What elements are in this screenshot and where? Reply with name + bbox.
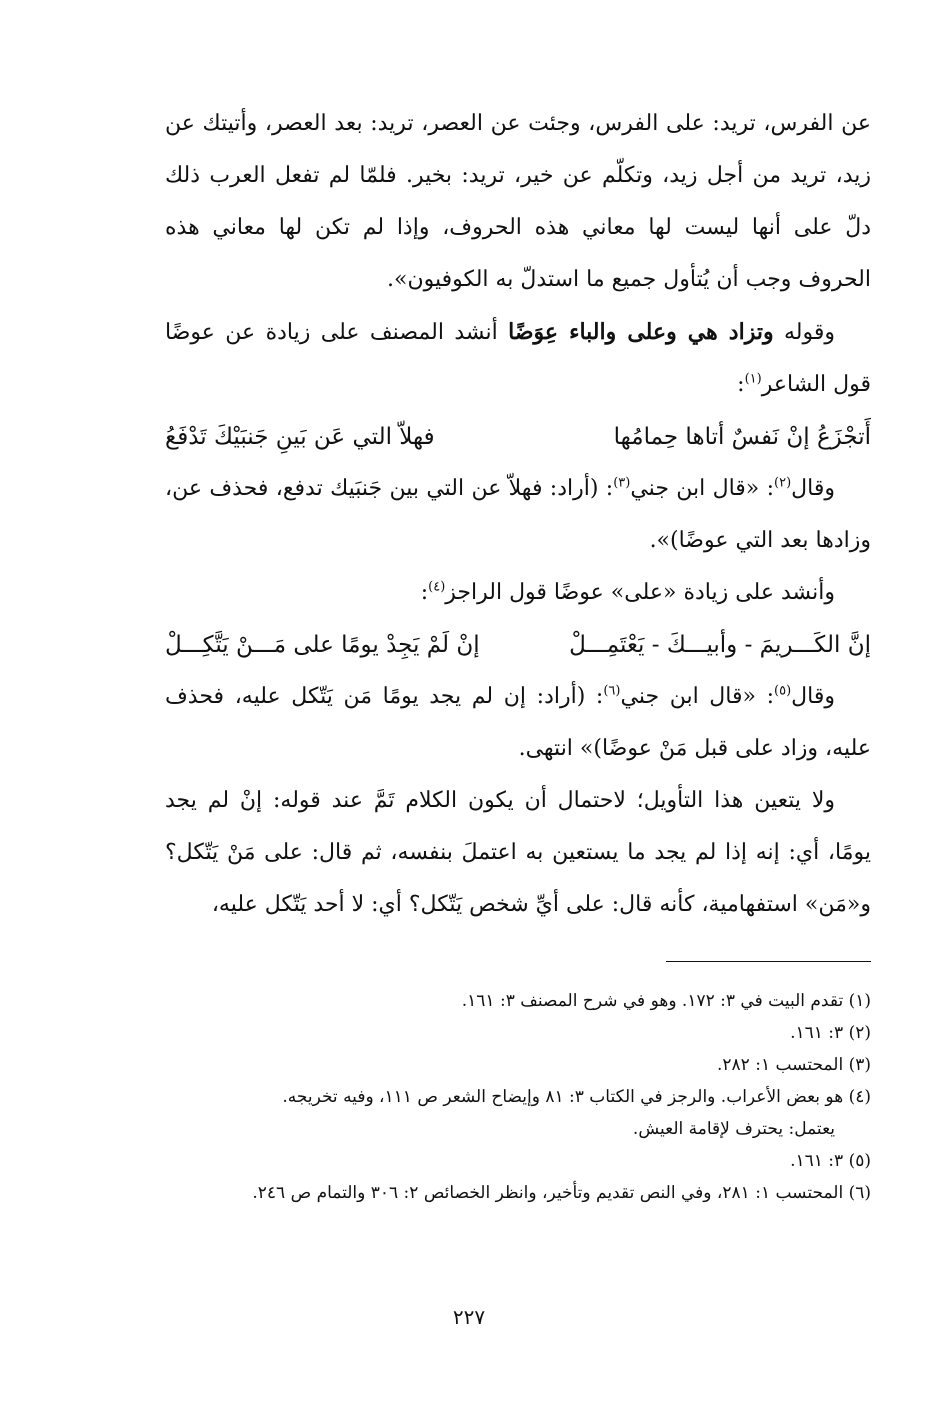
footnote-marker: (٤)	[428, 579, 446, 595]
footnote-marker: (٦)	[603, 683, 621, 699]
quoted-text-bold: وتزاد هي وعلى والباء عِوَضًا	[508, 319, 774, 345]
footnote: (٥) ٣: ١٦١.	[790, 1151, 871, 1171]
footnotes	[160, 985, 871, 1209]
text-span: وقال	[791, 684, 835, 709]
verse-second-hemistich: إنْ لَمْ يَجِدْ يومًا على مَـــنْ يَتَّكِـــلْ	[165, 632, 480, 658]
paragraph	[165, 671, 871, 775]
main-text	[165, 98, 871, 931]
paragraph: ولا يتعين هذا التأويل؛ لاحتمال أن يكون الكلام تَمَّ عند قوله: إنْ لم يجد يومًا، أي: إنه إذا لم يجد ما يستعين به اعتملَ بنفسه، ثم قال: على مَنْ يَتّكل؟ و«مَن» استفهامية، كأنه قال: على أيِّ شخص يَتّكل؟ أي: لا أحد يَتّكل عليه،	[165, 788, 871, 917]
footnote-marker: (٥)	[774, 683, 792, 699]
text-span: : (أراد: إن لم يجد يومًا مَن يَتّكل عليه، فحذف عليه، وزاد على قبل مَنْ عوضًا)» انتهى.	[165, 684, 871, 761]
footnote-separator	[666, 961, 871, 962]
paragraph	[165, 306, 871, 411]
poetry-verse	[165, 411, 871, 463]
footnote-marker: (٢)	[774, 475, 792, 491]
footnote: (٣) المحتسب ١: ٢٨٢.	[716, 1055, 871, 1075]
footnote-continuation: يعتمل: يحترف لإقامة العيش.	[632, 1119, 835, 1139]
paragraph: عن الفرس، تريد: على الفرس، وجئت عن العصر، تريد: بعد العصر، وأتيتك عن زيد، تريد من أجل زيد، وتكلّم عن خير، تريد: بخير. فلمّا لم تفعل العرب ذلك دلّ على أنها ليست لها معاني هذه الحروف، وإذا لم تكن لها معاني هذه الحروف وجب أن يُتأول جميع ما استدلّ به الكوفيون».	[165, 111, 871, 292]
footnote: (٦) المحتسب ١: ٢٨١، وفي النص تقديم وتأخير، وانظر الخصائص ٢: ٣٠٦ والتمام ص ٢٤٦.	[252, 1183, 871, 1203]
footnote: (٢) ٣: ١٦١.	[790, 1023, 871, 1043]
text-span: :	[737, 372, 745, 397]
text-span: : (أراد: فهلاّ عن التي بين جَنبَيك تدفع، فحذف عن، وزادها بعد التي عوضًا)».	[165, 476, 871, 553]
footnote-marker: (١)	[744, 371, 762, 387]
verse-first-hemistich: أَتجْزَعُ إنْ نَفسٌ أتاها حِمامُها	[613, 424, 871, 450]
footnote: (٤) هو بعض الأعراب. والرجز في الكتاب ٣: ٨١ وإيضاح الشعر ص ١١١، وفيه تخريجه.	[282, 1087, 871, 1107]
text-span: : «قال ابن جني	[630, 476, 775, 501]
paragraph	[165, 567, 871, 619]
verse-first-hemistich: إنَّ الكَـــريمَ - وأبيـــكَ - يَعْتَمِـــلْ	[569, 632, 871, 658]
footnote-marker: (٣)	[613, 475, 631, 491]
text-span: أنشد المصنف على زيادة عن عوضًا قول الشاعر	[165, 320, 871, 397]
text-span: وأنشد على زيادة «على» عوضًا قول الراجز	[445, 580, 835, 605]
text-span: :	[420, 580, 429, 605]
paragraph	[165, 463, 871, 567]
verse-second-hemistich: فهلاّ التي عَن بَينِ جَنبَيْكَ تَدْفَعُ	[165, 424, 435, 450]
text-span: : «قال ابن جني	[620, 684, 775, 709]
page-number: ٢٢٧	[452, 1305, 486, 1329]
footnote: (١) تقدم البيت في ٣: ١٧٢. وهو في شرح المصنف ٣: ١٦١.	[461, 991, 871, 1011]
text-span: وقال	[791, 476, 835, 501]
text-span: وقوله	[773, 320, 836, 345]
poetry-verse	[165, 619, 871, 671]
